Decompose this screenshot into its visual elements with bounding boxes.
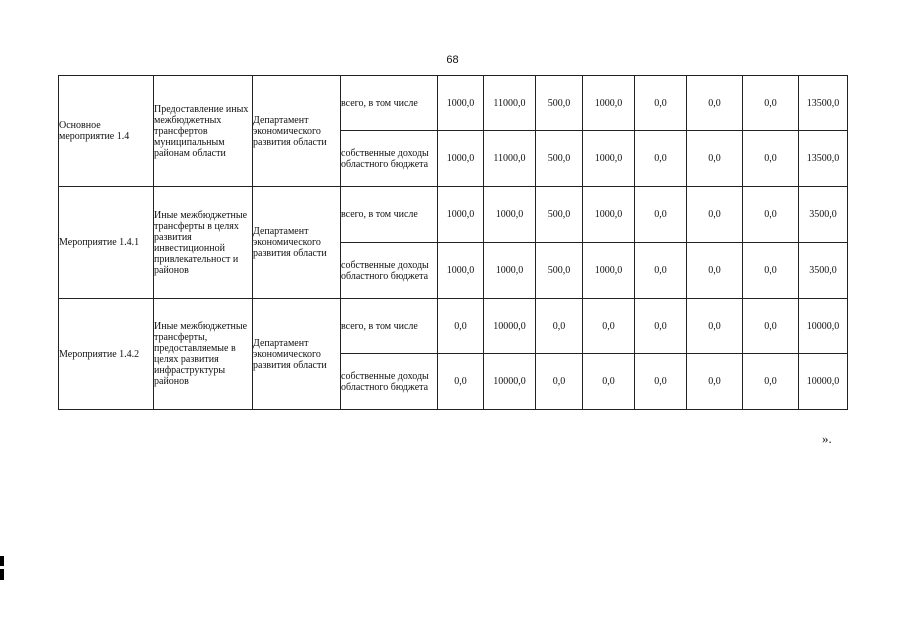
value-cell: 0,0 — [536, 354, 583, 410]
value-cell: 0,0 — [687, 354, 743, 410]
table-row — [59, 299, 848, 354]
value-cell: 0,0 — [438, 354, 484, 410]
value-cell: 0,0 — [635, 243, 687, 299]
value-cell: 0,0 — [687, 76, 743, 131]
value-cell: 1000,0 — [583, 187, 635, 243]
value-cell: 0,0 — [635, 131, 687, 187]
total-value-cell: 10000,0 — [799, 354, 848, 410]
value-cell: 1000,0 — [438, 131, 484, 187]
event-name-cell: Мероприятие 1.4.2 — [59, 299, 154, 410]
value-cell: 0,0 — [687, 243, 743, 299]
total-value-cell: 3500,0 — [799, 243, 848, 299]
value-cell: 0,0 — [687, 131, 743, 187]
value-cell: 10000,0 — [484, 354, 536, 410]
total-value-cell: 13500,0 — [799, 76, 848, 131]
total-value-cell: 3500,0 — [799, 187, 848, 243]
value-cell: 500,0 — [536, 76, 583, 131]
value-cell: 500,0 — [536, 243, 583, 299]
value-cell: 500,0 — [536, 131, 583, 187]
closing-quote: ». — [822, 431, 832, 446]
page-number: 68 — [446, 54, 459, 66]
value-cell: 0,0 — [635, 76, 687, 131]
value-cell: 1000,0 — [438, 76, 484, 131]
value-cell: 0,0 — [583, 299, 635, 354]
value-cell: 0,0 — [438, 299, 484, 354]
funding-source-cell: собственные доходы областного бюджета — [341, 243, 438, 299]
value-cell: 1000,0 — [438, 243, 484, 299]
value-cell: 0,0 — [635, 354, 687, 410]
value-cell: 0,0 — [635, 187, 687, 243]
funding-source-cell: всего, в том числе — [341, 76, 438, 131]
table-row — [59, 76, 848, 131]
value-cell: 0,0 — [635, 299, 687, 354]
event-name-cell: Основное мероприятие 1.4 — [59, 76, 154, 187]
value-cell: 10000,0 — [484, 299, 536, 354]
value-cell: 0,0 — [687, 187, 743, 243]
value-cell: 1000,0 — [583, 131, 635, 187]
funding-source-cell: собственные доходы областного бюджета — [341, 131, 438, 187]
funding-source-cell: собственные доходы областного бюджета — [341, 354, 438, 410]
total-value-cell: 13500,0 — [799, 131, 848, 187]
department-cell: Департамент экономического развития области — [253, 299, 341, 410]
value-cell: 11000,0 — [484, 76, 536, 131]
funding-source-cell: всего, в том числе — [341, 187, 438, 243]
description-cell: Предоставление иных межбюджетных трансфертов муниципальным районам области — [154, 76, 253, 187]
value-cell: 1000,0 — [484, 243, 536, 299]
value-cell: 11000,0 — [484, 131, 536, 187]
value-cell: 1000,0 — [438, 187, 484, 243]
value-cell: 0,0 — [536, 299, 583, 354]
value-cell: 0,0 — [687, 299, 743, 354]
value-cell: 1000,0 — [583, 76, 635, 131]
value-cell: 1000,0 — [583, 243, 635, 299]
value-cell: 0,0 — [743, 187, 799, 243]
value-cell: 0,0 — [743, 131, 799, 187]
value-cell: 0,0 — [743, 354, 799, 410]
event-name-cell: Мероприятие 1.4.1 — [59, 187, 154, 299]
total-value-cell: 10000,0 — [799, 299, 848, 354]
funding-source-cell: всего, в том числе — [341, 299, 438, 354]
value-cell: 1000,0 — [484, 187, 536, 243]
value-cell: 0,0 — [583, 354, 635, 410]
department-cell: Департамент экономического развития области — [253, 76, 341, 187]
table-row — [59, 187, 848, 243]
value-cell: 0,0 — [743, 299, 799, 354]
description-cell: Иные межбюджетные трансферты в целях развития инвестиционной привлекательност и районов — [154, 187, 253, 299]
value-cell: 0,0 — [743, 243, 799, 299]
budget-table — [58, 75, 848, 410]
value-cell: 500,0 — [536, 187, 583, 243]
department-cell: Департамент экономического развития области — [253, 187, 341, 299]
description-cell: Иные межбюджетные трансферты, предоставляемые в целях развития инфраструктуры районов — [154, 299, 253, 410]
value-cell: 0,0 — [743, 76, 799, 131]
